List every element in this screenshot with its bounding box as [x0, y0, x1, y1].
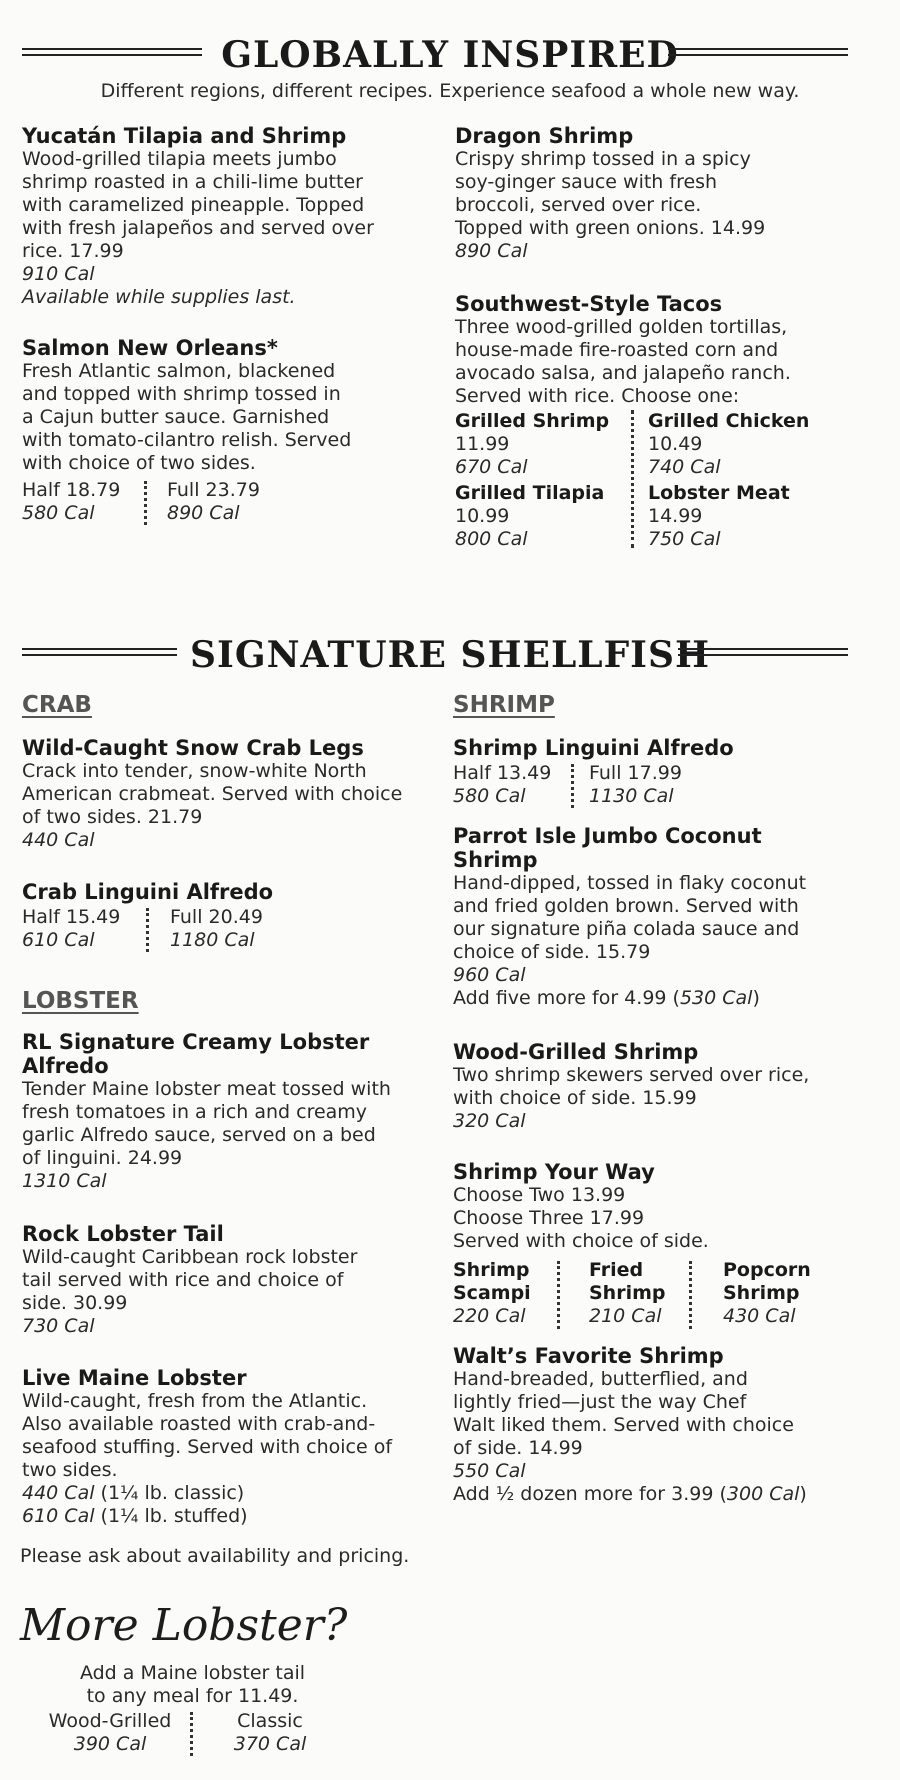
item-desc-line: garlic Alfredo sauce, served on a bed — [22, 1124, 376, 1146]
more-lobster-options — [20, 1710, 365, 1760]
half-full-prices — [453, 762, 873, 810]
header-rule-right — [668, 48, 848, 56]
taco-option — [648, 410, 809, 479]
item-calories: 910 Cal — [22, 263, 95, 285]
item-desc-line: a Cajun butter sauce. Garnished — [22, 406, 330, 428]
item-calories: 550 Cal — [453, 1460, 526, 1482]
option-calories: 750 Cal — [648, 528, 721, 550]
item-desc-line: Wild-caught, fresh from the Atlantic. — [22, 1390, 368, 1412]
option-calories: 740 Cal — [648, 456, 721, 478]
item-name: Wood-Grilled Shrimp — [453, 1040, 699, 1064]
item-desc-line: soy-ginger sauce with fresh — [455, 171, 718, 193]
menu-item-salmon-new-orleans — [22, 336, 442, 527]
item-desc-line: Hand-breaded, butterflied, and — [453, 1368, 748, 1390]
add-on-text: Add ½ dozen more for 3.99 ( — [453, 1483, 727, 1505]
item-desc-line: two sides. — [22, 1459, 118, 1481]
option-name: Fried — [589, 1259, 644, 1281]
item-desc-line: Choose Three 17.99 — [453, 1207, 645, 1229]
item-desc-line: Walt liked them. Served with choice — [453, 1414, 794, 1436]
option-price: 14.99 — [648, 505, 703, 527]
full-calories: 1130 Cal — [589, 785, 674, 807]
calorie-note: (1¼ lb. stuffed) — [94, 1505, 248, 1527]
dotted-separator — [557, 1261, 560, 1329]
item-desc-line: shrimp roasted in a chili-lime butter — [22, 171, 363, 193]
section-title: SIGNATURE SHELLFISH — [189, 634, 710, 676]
menu-item-rock-lobster-tail — [22, 1222, 442, 1338]
dotted-separator — [144, 481, 147, 525]
section-subtitle: Different regions, different recipes. Experience seafood a whole new way. — [100, 80, 800, 102]
taco-option — [648, 482, 790, 551]
item-name: Yucatán Tilapia and Shrimp — [22, 124, 347, 148]
dotted-separator — [146, 908, 149, 952]
full-calories: 1180 Cal — [170, 929, 255, 951]
half-price: Half 13.49 — [453, 762, 552, 784]
item-desc-line: Crack into tender, snow-white North — [22, 760, 367, 782]
full-price: Full 20.49 — [170, 906, 263, 928]
item-calories: 730 Cal — [22, 1315, 95, 1337]
item-desc-line: with caramelized pineapple. Topped — [22, 194, 365, 216]
add-on-paren: ) — [752, 987, 760, 1009]
item-desc-line: of linguini. 24.99 — [22, 1147, 183, 1169]
add-on-text: Add five more for 4.99 ( — [453, 987, 680, 1009]
item-name: Live Maine Lobster — [22, 1366, 247, 1390]
item-desc-line: Also available roasted with crab-and- — [22, 1413, 376, 1435]
menu-item-rl-signature-lobster-alfredo — [22, 1030, 442, 1193]
menu-item-wood-grilled-shrimp — [453, 1040, 883, 1133]
item-desc-line: house-made fire-roasted corn and — [455, 339, 779, 361]
half-price: Half 15.49 — [22, 906, 121, 928]
item-calories: 890 Cal — [455, 240, 528, 262]
item-name: Wild-Caught Snow Crab Legs — [22, 736, 364, 760]
shrimp-option — [723, 1259, 811, 1328]
item-calories: 440 Cal — [22, 1482, 95, 1504]
menu-item-shrimp-your-way — [453, 1160, 883, 1333]
item-name: Shrimp Linguini Alfredo — [453, 736, 734, 760]
menu-item-crab-linguini — [22, 880, 442, 954]
item-desc-line: Two shrimp skewers served over rice, — [453, 1064, 810, 1086]
item-desc-line: Served with rice. Choose one: — [455, 385, 740, 407]
option-price: 11.99 — [455, 433, 510, 455]
option-name: Shrimp — [723, 1282, 800, 1304]
item-name: Alfredo — [22, 1054, 109, 1078]
option-calories: 220 Cal — [453, 1305, 526, 1327]
half-full-prices — [22, 906, 442, 954]
item-desc-line: with choice of two sides. — [22, 452, 256, 474]
full-price: Full 17.99 — [589, 762, 682, 784]
option-name: Lobster Meat — [648, 482, 790, 504]
menu-item-parrot-isle-shrimp — [453, 824, 883, 1010]
add-on-line — [453, 1483, 883, 1506]
full-price: Full 23.79 — [167, 479, 260, 501]
more-lobster-title: More Lobster? — [20, 1600, 348, 1651]
item-desc-line: rice. 17.99 — [22, 240, 124, 262]
desc-line: Add a Maine lobster tail — [79, 1662, 306, 1684]
shrimp-options — [453, 1259, 883, 1333]
header-rule-right — [678, 648, 848, 656]
item-desc-line: our signature piña colada sauce and — [453, 918, 800, 940]
menu-item-walts-favorite-shrimp — [453, 1344, 883, 1506]
category-crab: CRAB — [22, 692, 92, 718]
taco-option — [455, 410, 609, 479]
half-calories: 580 Cal — [453, 785, 526, 807]
item-desc-line: Wild-caught Caribbean rock lobster — [22, 1246, 358, 1268]
option-name: Grilled Tilapia — [455, 482, 605, 504]
item-desc-line: Three wood-grilled golden tortillas, — [455, 316, 788, 338]
item-name: Salmon New Orleans* — [22, 336, 278, 360]
option-calories: 390 Cal — [73, 1733, 147, 1755]
item-desc-line: Topped with green onions. 14.99 — [455, 217, 766, 239]
option-calories: 370 Cal — [233, 1733, 307, 1755]
item-name: Walt’s Favorite Shrimp — [453, 1344, 724, 1368]
item-desc-line: Wood-grilled tilapia meets jumbo — [22, 148, 337, 170]
item-desc-line: tail served with rice and choice of — [22, 1269, 344, 1291]
category-lobster: LOBSTER — [22, 988, 139, 1014]
item-name: Southwest-Style Tacos — [455, 292, 723, 316]
menu-item-southwest-tacos — [455, 292, 875, 550]
option-name: Shrimp — [589, 1282, 666, 1304]
item-desc-line: Crispy shrimp tossed in a spicy — [455, 148, 751, 170]
option-price: 10.99 — [455, 505, 510, 527]
shrimp-option — [453, 1259, 531, 1328]
calorie-line — [22, 1505, 452, 1528]
item-desc-line: side. 30.99 — [22, 1292, 128, 1314]
item-calories: 960 Cal — [453, 964, 526, 986]
option-name: Shrimp — [453, 1259, 530, 1281]
option-calories: 210 Cal — [589, 1305, 662, 1327]
calorie-line — [22, 1482, 452, 1505]
item-desc-line: American crabmeat. Served with choice — [22, 783, 403, 805]
globally-inspired-header — [0, 30, 900, 80]
option-calories: 430 Cal — [723, 1305, 796, 1327]
item-desc-line: Tender Maine lobster meat tossed with — [22, 1078, 391, 1100]
item-desc-line: seafood stuffing. Served with choice of — [22, 1436, 393, 1458]
item-calories: 610 Cal — [22, 1505, 95, 1527]
item-name: Shrimp Your Way — [453, 1160, 655, 1184]
option-name: Grilled Shrimp — [455, 410, 610, 432]
item-name: Dragon Shrimp — [455, 124, 634, 148]
option-calories: 670 Cal — [455, 456, 528, 478]
option-name: Wood-Grilled — [48, 1710, 172, 1732]
half-calories: 610 Cal — [22, 929, 95, 951]
item-desc-line: of side. 14.99 — [453, 1437, 583, 1459]
item-calories: 1310 Cal — [22, 1170, 107, 1192]
signature-shellfish-header — [0, 628, 900, 678]
add-on-calories: 300 Cal — [726, 1483, 800, 1505]
add-on-calories: 530 Cal — [679, 987, 753, 1009]
taco-options — [455, 410, 875, 550]
item-desc-line: with tomato-cilantro relish. Served — [22, 429, 352, 451]
add-on-line — [453, 987, 883, 1010]
option-calories: 800 Cal — [455, 528, 528, 550]
dotted-separator — [190, 1712, 193, 1756]
menu-item-live-maine-lobster — [22, 1366, 452, 1528]
menu-item-yucatan-tilapia — [22, 124, 442, 309]
item-desc-line: of two sides. 21.79 — [22, 806, 203, 828]
menu-item-snow-crab-legs — [22, 736, 442, 852]
item-desc-line: with choice of side. 15.99 — [453, 1087, 697, 1109]
item-desc-line: Hand-dipped, tossed in flaky coconut — [453, 872, 807, 894]
half-calories: 580 Cal — [22, 502, 95, 524]
option-price: 10.49 — [648, 433, 703, 455]
category-shrimp: SHRIMP — [453, 692, 555, 718]
dotted-separator — [571, 764, 574, 808]
option-name: Popcorn — [723, 1259, 811, 1281]
calorie-note: (1¼ lb. classic) — [94, 1482, 245, 1504]
option-name: Grilled Chicken — [648, 410, 810, 432]
lobster-option — [210, 1710, 330, 1756]
option-name: Classic — [237, 1710, 303, 1732]
full-calories: 890 Cal — [167, 502, 240, 524]
option-name: Scampi — [453, 1282, 531, 1304]
item-name: Rock Lobster Tail — [22, 1222, 224, 1246]
lobster-option — [20, 1710, 200, 1756]
menu-item-shrimp-linguini — [453, 736, 873, 810]
desc-line: to any meal for 11.49. — [86, 1685, 299, 1707]
item-desc-line: lightly fried—just the way Chef — [453, 1391, 747, 1413]
add-on-paren: ) — [799, 1483, 807, 1505]
item-desc-line: choice of side. 15.79 — [453, 941, 651, 963]
item-calories: 440 Cal — [22, 829, 95, 851]
item-desc-line: Fresh Atlantic salmon, blackened — [22, 360, 336, 382]
item-desc-line: and topped with shrimp tossed in — [22, 383, 341, 405]
item-desc-line: broccoli, served over rice. — [455, 194, 702, 216]
item-name: Crab Linguini Alfredo — [22, 880, 274, 904]
half-full-prices — [22, 479, 442, 527]
half-price: Half 18.79 — [22, 479, 121, 501]
menu-item-dragon-shrimp — [455, 124, 875, 263]
item-desc-line: Served with choice of side. — [453, 1230, 709, 1252]
item-desc-line: fresh tomatoes in a rich and creamy — [22, 1101, 368, 1123]
item-desc-line: with fresh jalapeños and served over — [22, 217, 374, 239]
item-name: Parrot Isle Jumbo Coconut — [453, 824, 762, 848]
more-lobster-desc — [20, 1662, 365, 1708]
item-note: Available while supplies last. — [22, 286, 296, 308]
item-name: Shrimp — [453, 848, 538, 872]
item-desc-line: Choose Two 13.99 — [453, 1184, 626, 1206]
item-desc-line: and fried golden brown. Served with — [453, 895, 799, 917]
item-desc-line: avocado salsa, and jalapeño ranch. — [455, 362, 791, 384]
item-calories: 320 Cal — [453, 1110, 526, 1132]
availability-note: Please ask about availability and pricing. — [20, 1545, 410, 1567]
taco-option — [455, 482, 604, 551]
dotted-separator — [689, 1261, 692, 1329]
section-title: GLOBALLY INSPIRED — [221, 34, 679, 76]
shrimp-option — [589, 1259, 666, 1328]
dotted-separator — [631, 410, 634, 548]
item-name: RL Signature Creamy Lobster — [22, 1030, 370, 1054]
